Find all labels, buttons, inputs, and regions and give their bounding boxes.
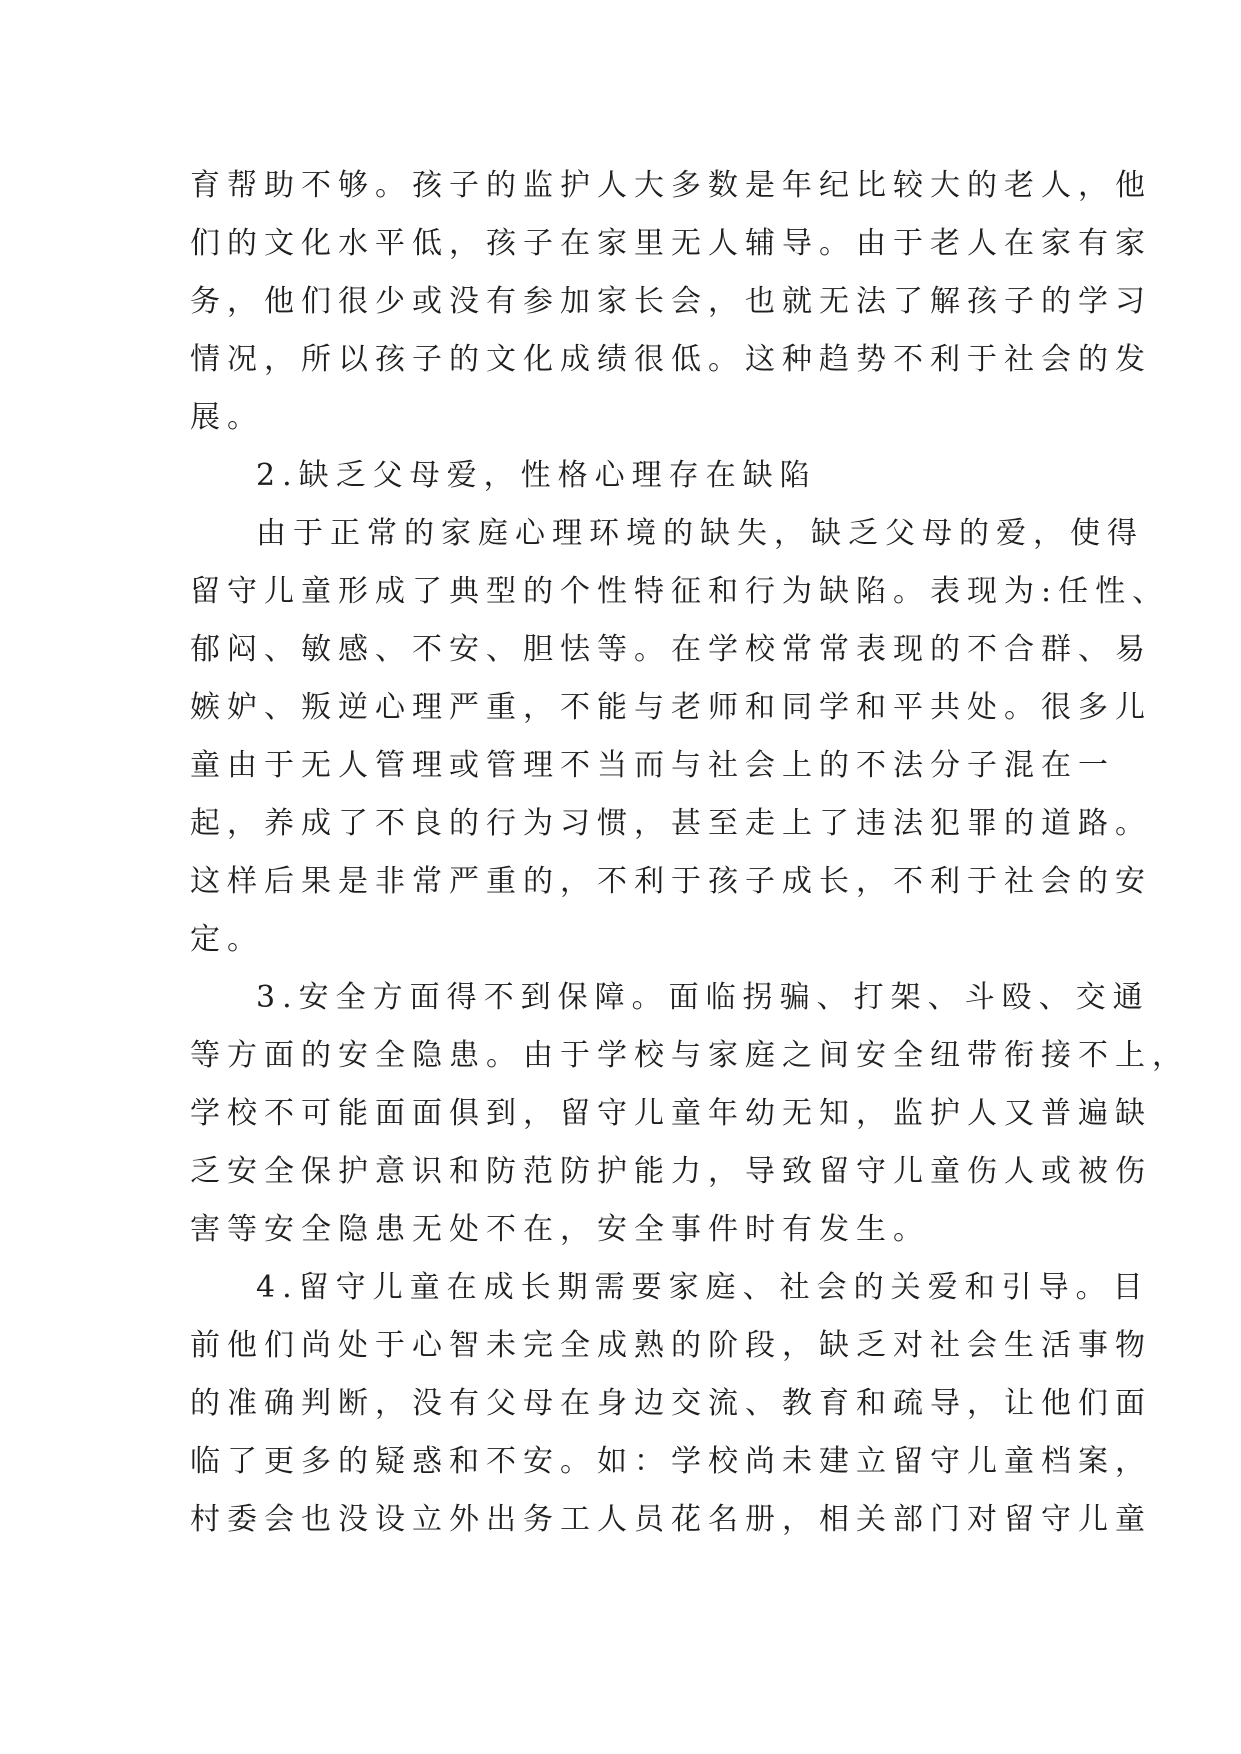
text-line: 展。: [190, 400, 264, 435]
paragraph-5: [190, 1259, 1152, 1549]
text-line: 定。: [190, 922, 264, 957]
text-line: 乏安全保护意识和防范防护能力，导致留守儿童伤人或被伤: [190, 1154, 1152, 1189]
text-line: 2.缺乏父母爱，性格心理存在缺陷: [256, 458, 817, 493]
paragraph-1: [190, 157, 1152, 447]
text-line: 害等安全隐患无处不在，安全事件时有发生。: [190, 1212, 930, 1247]
text-line: 起，养成了不良的行为习惯，甚至走上了违法犯罪的道路。: [190, 806, 1152, 841]
text-line: 4.留守儿童在成长期需要家庭、社会的关爱和引导。目: [256, 1270, 1150, 1305]
text-line: 童由于无人管理或管理不当而与社会上的不法分子混在一: [190, 748, 1115, 783]
paragraph-3: [190, 505, 1170, 969]
text-line: 由于正常的家庭心理环境的缺失，缺乏父母的爱，使得: [256, 516, 1144, 551]
heading-2: [190, 447, 1050, 505]
text-line: 留守儿童形成了典型的个性特征和行为缺陷。表现为:任性、: [190, 574, 1170, 609]
text-line: 们的文化水平低，孩子在家里无人辅导。由于老人在家有家: [190, 226, 1152, 261]
text-line: 学校不可能面面俱到，留守儿童年幼无知，监护人又普遍缺: [190, 1096, 1152, 1131]
paragraph-4: [190, 969, 1189, 1259]
text-line: 村委会也没设立外出务工人员花名册，相关部门对留守儿童: [190, 1502, 1152, 1537]
text-line: 的准确判断，没有父母在身边交流、教育和疏导，让他们面: [190, 1386, 1152, 1421]
text-line: 郁闷、敏感、不安、胆怯等。在学校常常表现的不合群、易: [190, 632, 1152, 667]
document-body: [190, 157, 1189, 1549]
text-line: 育帮助不够。孩子的监护人大多数是年纪比较大的老人，他: [190, 168, 1152, 203]
text-line: 等方面的安全隐患。由于学校与家庭之间安全纽带衔接不上，: [190, 1038, 1189, 1073]
text-line: 嫉妒、叛逆心理严重，不能与老师和同学和平共处。很多儿: [190, 690, 1152, 725]
text-line: 3.安全方面得不到保障。面临拐骗、打架、斗殴、交通: [256, 980, 1150, 1015]
text-line: 情况，所以孩子的文化成绩很低。这种趋势不利于社会的发: [190, 342, 1152, 377]
text-line: 临了更多的疑惑和不安。如：学校尚未建立留守儿童档案，: [190, 1444, 1152, 1479]
text-line: 这样后果是非常严重的，不利于孩子成长，不利于社会的安: [190, 864, 1152, 899]
text-line: 务，他们很少或没有参加家长会，也就无法了解孩子的学习: [190, 284, 1152, 319]
text-line: 前他们尚处于心智未完全成熟的阶段，缺乏对社会生活事物: [190, 1328, 1152, 1363]
